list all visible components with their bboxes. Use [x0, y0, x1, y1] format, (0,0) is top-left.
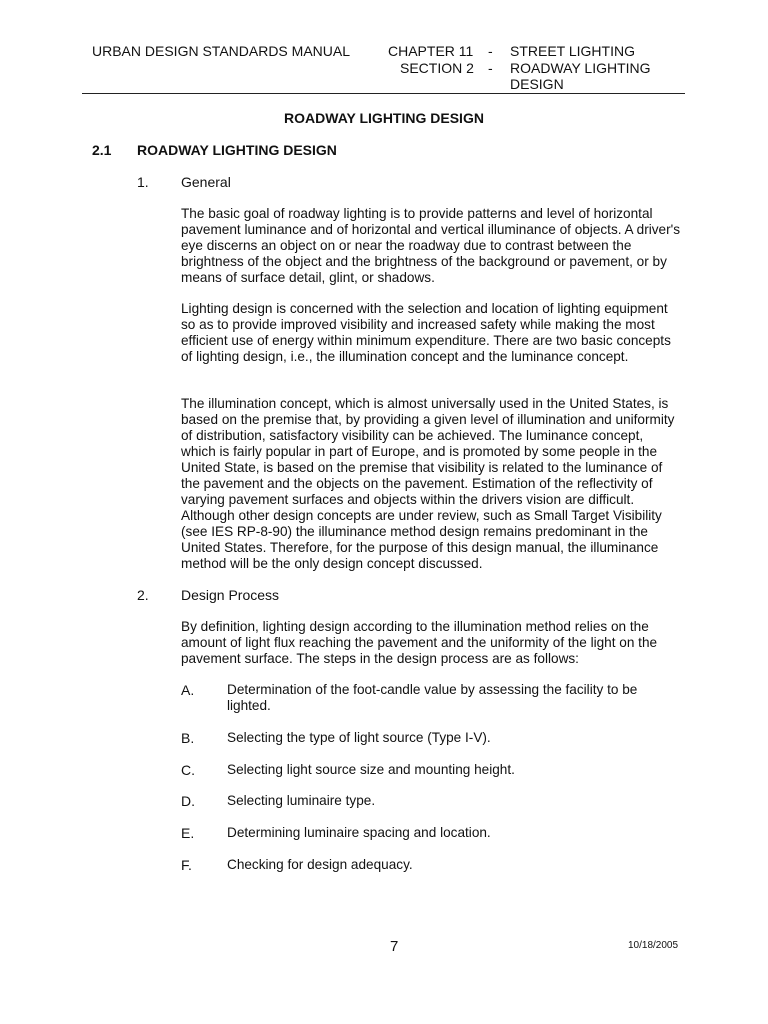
chapter-section-titles: [510, 43, 680, 93]
page-title: ROADWAY LIGHTING DESIGN: [284, 110, 484, 126]
chapter-section: [388, 43, 474, 76]
section-number: 2.1: [92, 142, 112, 158]
step-b-text: Selecting the type of light source (Type I-V).: [227, 730, 491, 745]
step-e-text: Determining luminaire spacing and location.: [227, 825, 491, 840]
step-f-text: Checking for design adequacy.: [227, 857, 413, 872]
item-1-number: 1.: [137, 174, 149, 190]
step-f-label: F.: [181, 857, 192, 873]
step-c-label: C.: [181, 762, 195, 778]
header-dashes: [488, 43, 493, 76]
chapter-label: CHAPTER 11: [388, 43, 474, 59]
header-rule: [82, 93, 685, 94]
manual-title: URBAN DESIGN STANDARDS MANUAL: [92, 43, 351, 59]
chapter-title: STREET LIGHTING: [510, 43, 635, 59]
step-a-label: A.: [181, 682, 195, 698]
design-process-paragraph: By definition, lighting design according to the illumination method relies on the amount of light flux reaching the pavement and the uniformity of the light on the pavement surface. The steps in the design process are as follows:: [181, 619, 658, 666]
general-paragraph-2: Lighting design is concerned with the selection and location of lighting equipment so as to provide improved visibility and increased safety while making the most efficient use of energy within minimum expenditure. There are two basic concepts of lighting design, i.e., the illumination concept and the luminance concept.: [181, 301, 671, 364]
page-number: 7: [390, 938, 399, 955]
general-paragraph-3: The illumination concept, which is almost universally used in the United States, is based on the premise that, by providing a given level of illumination and uniformity of distribution, satisfactory visibility can be achieved. The luminance concept, which is fairly popular in part of Europe, and is promoted by some people in the United State, is based on the premise that visibility is related to the luminance of the pavement and the objects on the pavement. Estimation of the reflectivity of varying pavement surfaces and objects within the drivers vision are difficult. Although other design concepts are under review, such as Small Target Visibility (see IES RP-8-90) the illuminance method design remains predominant in the United States. Therefore, for the purpose of this design manual, the illuminance method will be the only design concept discussed.: [181, 396, 675, 571]
section-title-line1: ROADWAY LIGHTING: [510, 59, 651, 76]
item-1-title: General: [181, 174, 231, 190]
item-2-number: 2.: [137, 587, 149, 603]
item-2-title: Design Process: [181, 587, 280, 603]
dash-2: -: [488, 59, 493, 76]
step-d-text: Selecting luminaire type.: [227, 793, 376, 808]
step-c-text: Selecting light source size and mounting height.: [227, 762, 515, 777]
step-e-label: E.: [181, 825, 195, 841]
section-title-line2: DESIGN: [510, 76, 564, 92]
step-a-text: Determination of the foot-candle value by assessing the facility to be lighted.: [227, 682, 638, 713]
general-paragraph-1: The basic goal of roadway lighting is to provide patterns and level of horizontal pavement luminance and of horizontal and vertical illuminance of objects. A driver's eye discerns an object on or near the roadway due to contrast between the brightness of the object and the brightness of the background or pavement, or by means of surface detail, glint, or shadows.: [181, 206, 681, 285]
section-label: SECTION 2: [400, 59, 474, 76]
revision-date: 10/18/2005: [628, 940, 679, 951]
section-title: ROADWAY LIGHTING DESIGN: [137, 142, 337, 158]
step-d-label: D.: [181, 793, 195, 809]
dash-1: -: [488, 43, 493, 59]
step-b-label: B.: [181, 730, 195, 746]
